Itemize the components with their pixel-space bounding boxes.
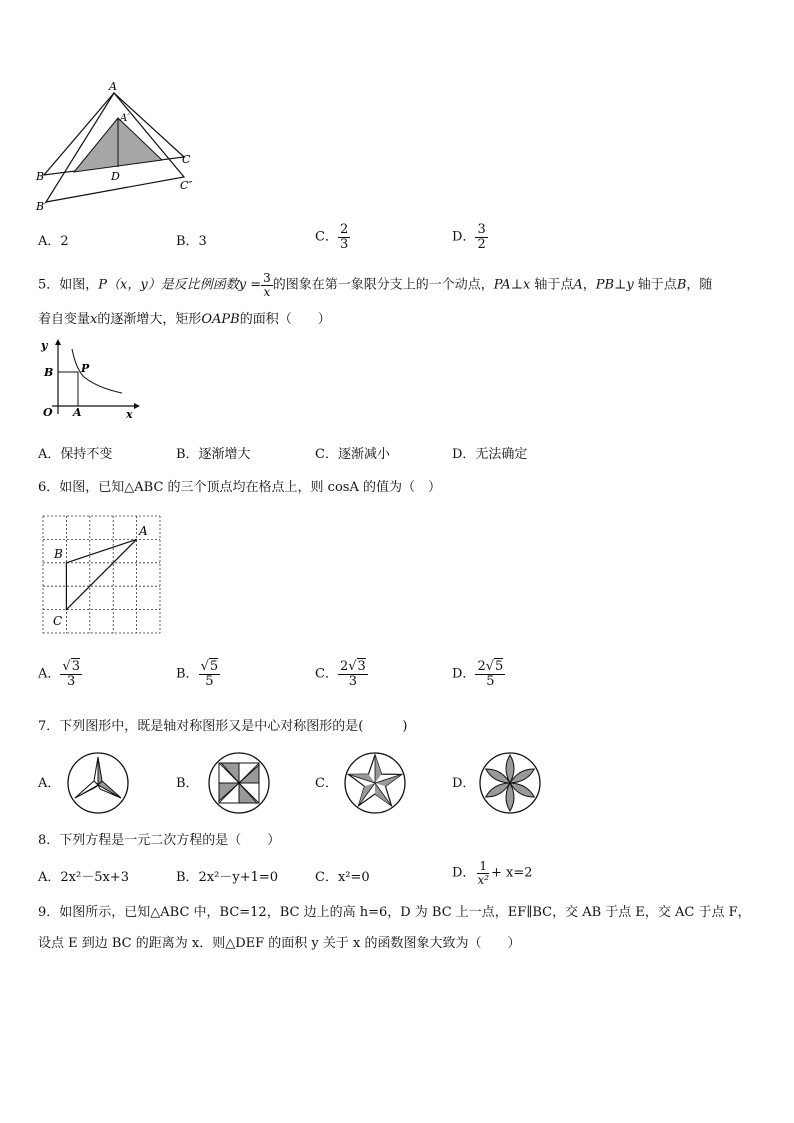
q5-text-h: ， xyxy=(582,277,596,293)
q4-label-c1: C″ xyxy=(180,179,193,192)
q6-option-c-prefix: C． xyxy=(315,666,338,682)
q5-figure xyxy=(34,335,144,423)
q8-option-b[interactable]: B．2x²－y+1=0 xyxy=(176,870,279,885)
q6-option-d[interactable] xyxy=(452,660,505,688)
q4-option-d-den: 2 xyxy=(477,236,486,252)
q5-point-b: B xyxy=(676,277,687,293)
q5-line2-a: 着自变量 xyxy=(38,312,91,327)
q7-option-d[interactable]: D． xyxy=(452,776,476,791)
q8-option-d-den: x² xyxy=(477,872,490,887)
q6-option-a[interactable] xyxy=(38,660,82,688)
q4-option-c[interactable] xyxy=(315,223,350,251)
q8-option-d-rest: + x=2 xyxy=(491,865,533,881)
q5-text-d: 的图象在第一象限分支上的一个动点， xyxy=(272,277,494,293)
q5-x-arrow xyxy=(134,403,140,409)
q5-y-eq: y = xyxy=(238,277,262,293)
q6-option-c-coef: 2 xyxy=(339,659,349,674)
q4-option-d[interactable] xyxy=(452,223,488,251)
q6-option-c-frac xyxy=(338,660,368,688)
q7-option-a[interactable]: A． xyxy=(38,776,61,791)
q8-option-d[interactable] xyxy=(452,860,533,886)
q4-option-d-prefix: D． xyxy=(452,229,476,245)
q8-option-c[interactable]: C．x²=0 xyxy=(315,870,370,885)
q5-text-l: ，随 xyxy=(686,277,713,293)
q4-option-c-den: 3 xyxy=(339,236,349,252)
q4-option-a[interactable]: A．2 xyxy=(38,234,69,249)
q5-label-p: P xyxy=(81,362,90,375)
q6-option-b-prefix: B． xyxy=(176,666,199,682)
q6-label-c: C xyxy=(53,614,63,628)
q5-point-a: A xyxy=(573,277,583,293)
q6-option-a-den: 3 xyxy=(67,673,76,689)
q5-y-arrow xyxy=(55,339,61,345)
q5-option-a[interactable]: A．保持不变 xyxy=(38,447,113,462)
q5-option-c[interactable]: C．逐渐减小 xyxy=(315,447,390,462)
q8-option-d-num: 1 xyxy=(479,859,488,873)
q5-fraction-den: x xyxy=(263,284,271,299)
q6-triangle xyxy=(66,539,136,609)
q4-label-c: C xyxy=(182,153,191,166)
q5-fraction-num: 3 xyxy=(263,271,271,285)
q7-stem: 7．下列图形中，既是轴对称图形又是中心对称图形的是( ) xyxy=(38,719,408,734)
q8-option-a[interactable]: A．2x²－5x+3 xyxy=(38,870,129,885)
q4-option-c-frac xyxy=(338,223,350,251)
q6-option-c-num: 3 xyxy=(357,659,366,674)
q5-stem-line1 xyxy=(38,272,712,298)
q6-option-c-den: 3 xyxy=(348,673,358,689)
q7-figure-d[interactable] xyxy=(478,751,542,815)
q5-text-f: 轴于点 xyxy=(530,277,574,293)
q5-label-o: O xyxy=(43,406,53,419)
q5-hyperbola xyxy=(72,349,122,393)
q6-option-d-prefix: D． xyxy=(452,666,476,682)
q4-label-b: B xyxy=(36,170,45,183)
q5-line2-e: 的面积（ ） xyxy=(239,312,331,327)
q5-rectangle xyxy=(58,372,78,406)
q6-option-b-num: 5 xyxy=(209,659,219,674)
q9-stem-line2: 设点 E 到边 BC 的距离为 x．则△DEF 的面积 y 关于 x 的函数图象大致为（ ） xyxy=(38,936,521,951)
q6-option-d-num-wrap: 2√5 xyxy=(477,659,504,674)
q6-option-d-coef: 2 xyxy=(477,659,486,674)
q5-text-j: 轴于点 xyxy=(633,277,677,293)
q5-point-p: P（x，y）是反比例函数 xyxy=(98,277,239,293)
q4-label-d: D xyxy=(111,170,120,183)
q5-label-y: y xyxy=(41,339,48,352)
q7-option-c[interactable]: C． xyxy=(315,776,338,791)
q5-option-d[interactable]: D．无法确定 xyxy=(452,447,528,462)
q5-number: 5．如图， xyxy=(38,277,99,293)
q5-stem-line2 xyxy=(38,313,331,326)
q4-option-d-frac xyxy=(475,223,487,251)
q5-fraction xyxy=(261,272,273,298)
q5-label-x: x xyxy=(126,408,133,421)
q4-option-c-num: 2 xyxy=(339,222,349,237)
q6-option-d-den: 5 xyxy=(486,673,495,689)
q6-option-b-num-wrap: √5 xyxy=(200,659,219,674)
q9-stem-line1: 9．如图所示，已知△ABC 中，BC=12，BC 边上的高 h=6，D 为 BC 上一点，EF∥BC，交 AB 于点 E，交 AC 于点 F， xyxy=(38,905,751,920)
q7-figure-a[interactable] xyxy=(66,751,130,815)
q8-stem: 8．下列方程是一元二次方程的是（ ） xyxy=(38,833,281,848)
q5-rect-oapb: OAPB xyxy=(201,312,240,327)
q8-option-d-frac xyxy=(475,860,491,886)
q6-option-d-num: 5 xyxy=(495,659,504,674)
q5-label-b: B xyxy=(44,366,54,379)
q6-option-a-frac xyxy=(60,660,82,688)
q5-line2-c: 的逐渐增大，矩形 xyxy=(97,312,202,327)
q6-option-c[interactable] xyxy=(315,660,368,688)
q6-option-b-den: 5 xyxy=(205,673,214,689)
q4-label-b1: B′ xyxy=(36,200,47,213)
q7-figure-b[interactable] xyxy=(207,751,271,815)
q6-label-a: A xyxy=(139,524,148,538)
q7-option-b[interactable]: B． xyxy=(176,776,199,791)
q6-option-b-frac xyxy=(199,660,221,688)
q4-option-b[interactable]: B．3 xyxy=(176,234,207,249)
q4-option-c-prefix: C． xyxy=(315,229,338,245)
q5-pb: PB⊥y xyxy=(595,277,634,293)
q6-stem: 6．如图，已知△ABC 的三个顶点均在格点上，则 cosA 的值为（ ） xyxy=(38,480,441,495)
q5-var-x: x xyxy=(90,312,98,327)
q6-option-a-prefix: A． xyxy=(38,666,61,682)
q6-option-d-frac xyxy=(475,660,505,688)
q4-option-d-num: 3 xyxy=(477,222,486,237)
q6-label-b: B xyxy=(54,547,63,561)
q8-option-d-prefix: D． xyxy=(452,865,476,881)
q6-grid-figure xyxy=(40,513,164,635)
q5-label-a: A xyxy=(73,406,82,419)
q6-option-a-num: 3 xyxy=(71,659,80,674)
q4-label-a1: A′ xyxy=(120,113,130,124)
q6-option-b[interactable] xyxy=(176,660,220,688)
q7-figure-c[interactable] xyxy=(343,751,407,815)
q6-option-c-num-wrap: 2√3 xyxy=(339,659,366,674)
q4-label-a: A xyxy=(109,80,117,93)
q5-pa: PA⊥x xyxy=(493,277,531,293)
q6-option-a-num-wrap: √3 xyxy=(62,659,80,674)
q4-figure xyxy=(34,80,214,215)
q5-option-b[interactable]: B．逐渐增大 xyxy=(176,447,251,462)
